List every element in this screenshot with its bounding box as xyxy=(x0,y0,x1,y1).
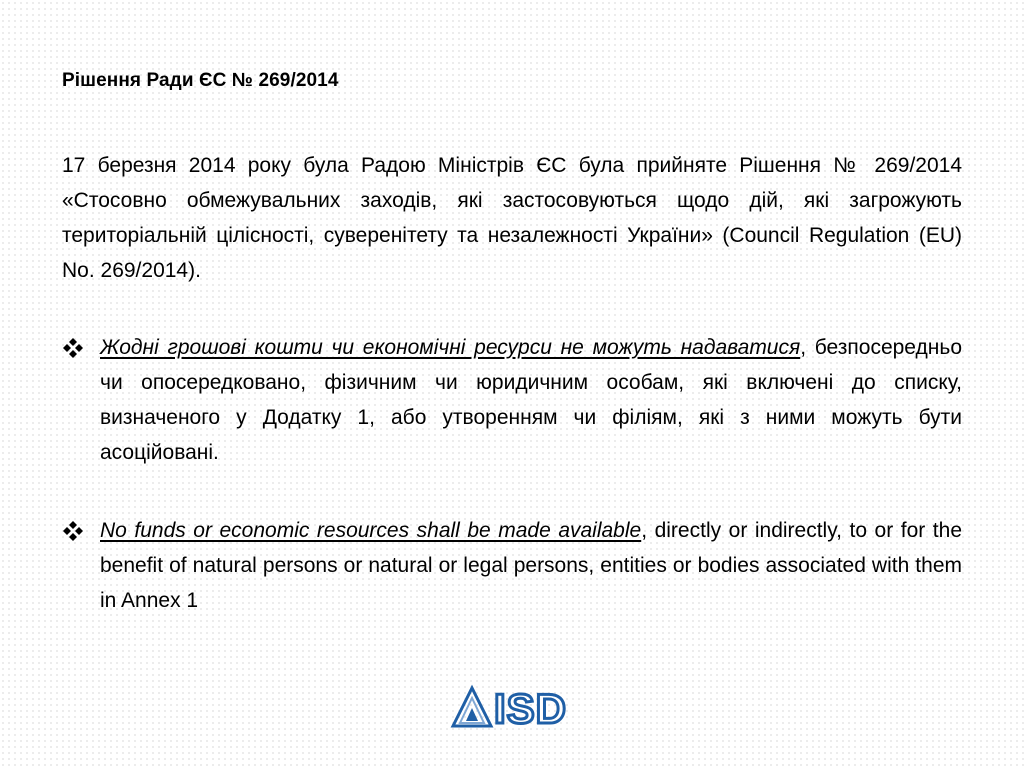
bullet-rest-ua: , безпосередньо чи опосередковано, фізичним чи юридичним особам, які включені до списку, визначеного у Додатку 1, або утворенням чи філіям, які з ними можуть бути асоційовані. xyxy=(100,336,962,464)
triangle-logo-icon xyxy=(453,688,491,726)
bullet-text-en xyxy=(100,513,962,618)
isd-logo xyxy=(450,683,592,729)
diamond-bullet-icon xyxy=(62,520,84,542)
slide-heading: Рішення Ради ЄС № 269/2014 xyxy=(62,70,339,91)
bullet-item-ua xyxy=(62,330,962,470)
intro-paragraph: 17 березня 2014 року була Радою Міністрів ЄС була прийняте Рішення № 269/2014 «Стосовно обмежувальних заходів, які застосовуються щодо дій, які загрожують територіальній цілісності, суверенітету та незалежності України» (Council Regulation (EU) No. 269/2014). xyxy=(62,154,962,282)
bullet-emphasis-en: No funds or economic resources shall be made available xyxy=(100,519,642,542)
bullet-rest-en: , directly or indirectly, to or for the benefit of natural persons or natural or legal persons, entities or bodies associated with them in Annex 1 xyxy=(100,519,963,612)
logo-text: ISD xyxy=(494,685,568,729)
diamond-bullet-icon xyxy=(62,337,84,359)
bullet-emphasis-ua: Жодні грошові кошти чи економічні ресурси не можуть надаватися xyxy=(100,336,801,359)
bullet-text-ua xyxy=(100,330,962,470)
bullet-item-en xyxy=(62,513,962,618)
